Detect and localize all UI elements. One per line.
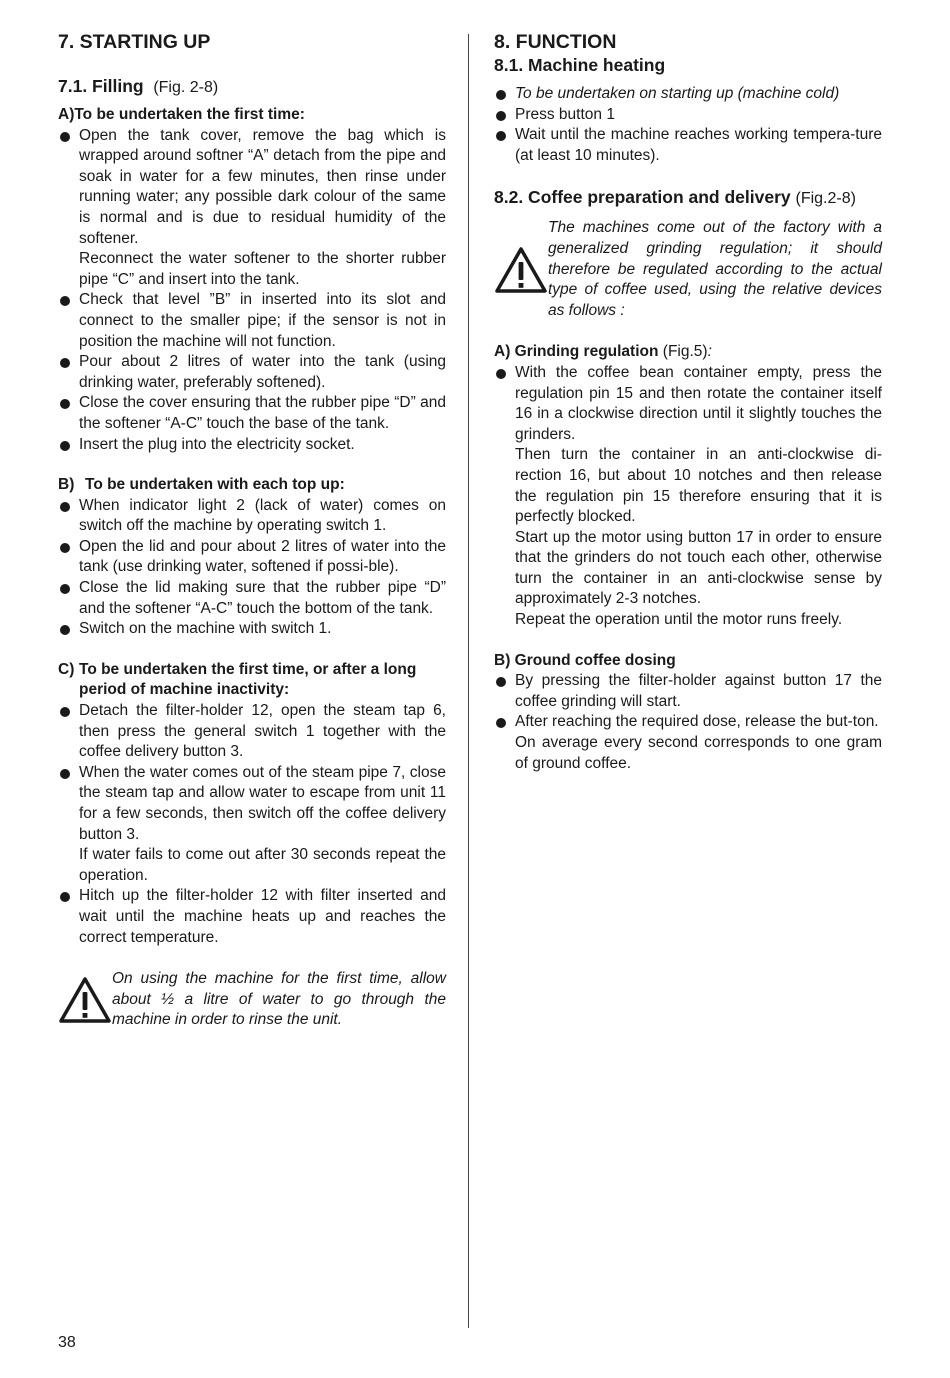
list-item-text: When indicator light 2 (lack of water) comes on switch off the machine by operating switch 1.	[79, 496, 446, 535]
list-item	[58, 393, 446, 434]
list-item-text: Close the cover ensuring that the rubber pipe “D” and the softener “A-C” touch the base of the tank.	[79, 394, 446, 432]
filling-heading	[58, 75, 446, 99]
list-item	[58, 435, 446, 456]
list-item	[58, 763, 446, 887]
page-number: 38	[58, 1334, 76, 1351]
left-column	[58, 28, 446, 1031]
section-b-label	[58, 475, 446, 496]
list-item-text: Switch on the machine with switch 1.	[79, 620, 332, 638]
list-item-text: Reconnect the water softener to the shorter rubber pipe “C” and insert into the tank.	[79, 250, 446, 288]
list-item	[494, 671, 882, 712]
right-column	[494, 28, 882, 774]
grinding-list	[494, 363, 882, 631]
section-a-key: A)	[58, 106, 75, 123]
list-item	[58, 126, 446, 291]
list-item-text: Wait until the machine reaches working tempera-ture (at least 10 minutes).	[515, 126, 882, 164]
section-title-function: 8. FUNCTION	[494, 31, 617, 53]
filling-heading-text: 7.1. Filling	[58, 76, 144, 96]
grinding-colon: :	[707, 343, 712, 361]
section-c-label	[58, 660, 446, 701]
list-item-text: Detach the filter-holder 12, open the steam tap 6, then press the general switch 1 together with the coffee delivery button 3.	[79, 702, 446, 761]
list-item-text: By pressing the filter-holder against button 17 the coffee grinding will start.	[515, 672, 882, 710]
section-b-text: To be undertaken with each top up:	[85, 476, 345, 494]
list-item-text: On average every second corresponds to one gram of ground coffee.	[515, 734, 882, 772]
list-item-text: To be undertaken on starting up (machine cold)	[515, 85, 840, 102]
list-item	[494, 712, 882, 774]
dosing-list	[494, 671, 882, 774]
list-item-text: Start up the motor using button 17 in order to ensure that the grinders do not touch each other, otherwise turn the container in an anti-clockwise sense by approximately 2-3 notches.	[515, 528, 882, 608]
section-a-label	[58, 105, 446, 126]
heating-list	[494, 84, 882, 166]
list-item-text: Close the lid making sure that the rubber pipe “D” and the softener “A-C” touch the bottom of the tank.	[79, 579, 446, 617]
list-item-text: Check that level ”B” in inserted into its slot and connect to the smaller pipe; if the sensor is not in position the machine will not function.	[79, 291, 446, 350]
warning-text: On using the machine for the first time, allow about ½ a litre of water to go through the machine in order to rinse the unit.	[112, 970, 446, 1029]
list-item-text: Open the lid and pour about 2 litres of water into the tank (use drinking water, softened if possi-ble).	[79, 537, 446, 576]
list-item	[58, 352, 446, 393]
list-item	[494, 125, 882, 166]
list-item	[58, 290, 446, 352]
warning-triangle-icon	[58, 976, 112, 1024]
section-c-text: To be undertaken the first time, or after a long period of machine inactivity:	[79, 660, 417, 699]
list-item	[58, 619, 446, 640]
section-b-key: B)	[58, 476, 75, 494]
section-a-list	[58, 126, 446, 456]
heating-heading: 8.1. Machine heating	[494, 55, 666, 75]
coffee-figure-ref: (Fig.2-8)	[795, 190, 856, 208]
section-a-text: To be undertaken the first time:	[74, 106, 305, 123]
section-c-list	[58, 701, 446, 948]
list-item	[58, 537, 446, 578]
list-item-text: Hitch up the filter-holder 12 with filter inserted and wait until the machine heats up and reaches the correct temperature.	[79, 887, 446, 946]
coffee-heading-text: 8.2. Coffee preparation and delivery	[494, 187, 791, 208]
warning-triangle-icon	[494, 246, 548, 294]
warning-note-first-use	[58, 969, 446, 1031]
grinding-heading	[494, 342, 882, 363]
list-item-text: Then turn the container in an anti-clockwise di-rection 16, but about 10 notches and then release the regulation pin 15 therefore ensuring that it is perfectly blocked.	[515, 446, 882, 526]
list-item-text: After reaching the required dose, release the but-ton.	[515, 713, 879, 731]
grinding-figure-ref: (Fig.5)	[662, 343, 708, 361]
section-c-key: C)	[58, 660, 75, 678]
list-item	[58, 886, 446, 948]
column-divider	[468, 34, 469, 1328]
list-item	[58, 496, 446, 537]
list-item-text: Pour about 2 litres of water into the tank (using drinking water, preferably softened).	[79, 353, 446, 391]
section-title-starting-up: 7. STARTING UP	[58, 31, 211, 53]
list-item-text: Open the tank cover, remove the bag which is wrapped around softner “A” detach from the pipe and soak in water for a few minutes, then rinse under running water; any possible dark colour of the same is normal and is due to residual humidity of the softener.	[79, 126, 446, 247]
warning-note-grinding	[494, 218, 882, 321]
list-item	[494, 84, 882, 105]
list-item	[58, 701, 446, 763]
dosing-heading: B) Ground coffee dosing	[494, 651, 676, 669]
section-b-list	[58, 496, 446, 640]
filling-figure-ref: (Fig. 2-8)	[153, 79, 219, 96]
list-item-text: Repeat the operation until the motor runs freely.	[515, 611, 843, 629]
list-item-text: Insert the plug into the electricity socket.	[79, 435, 355, 453]
coffee-heading	[494, 186, 882, 210]
list-item-text: Press button 1	[515, 105, 615, 123]
list-item	[494, 363, 882, 631]
warning-text: The machines come out of the factory with a generalized grinding regulation; it should therefore be regulated according to the actual type of coffee used, using the relative devices as follows :	[548, 219, 882, 319]
list-item-text: When the water comes out of the steam pipe 7, close the steam tap and allow water to escape from unit 11 for a few seconds, then switch off the coffee delivery button 3.	[79, 763, 446, 843]
list-item	[494, 105, 882, 126]
list-item-text: If water fails to come out after 30 seconds repeat the operation.	[79, 846, 446, 884]
list-item-text: With the coffee bean container empty, press the regulation pin 15 and then rotate the container itself 16 in a clockwise direction until it slightly touches the grinders.	[515, 363, 882, 443]
list-item	[58, 578, 446, 619]
grinding-heading-text: A) Grinding regulation	[494, 343, 659, 361]
